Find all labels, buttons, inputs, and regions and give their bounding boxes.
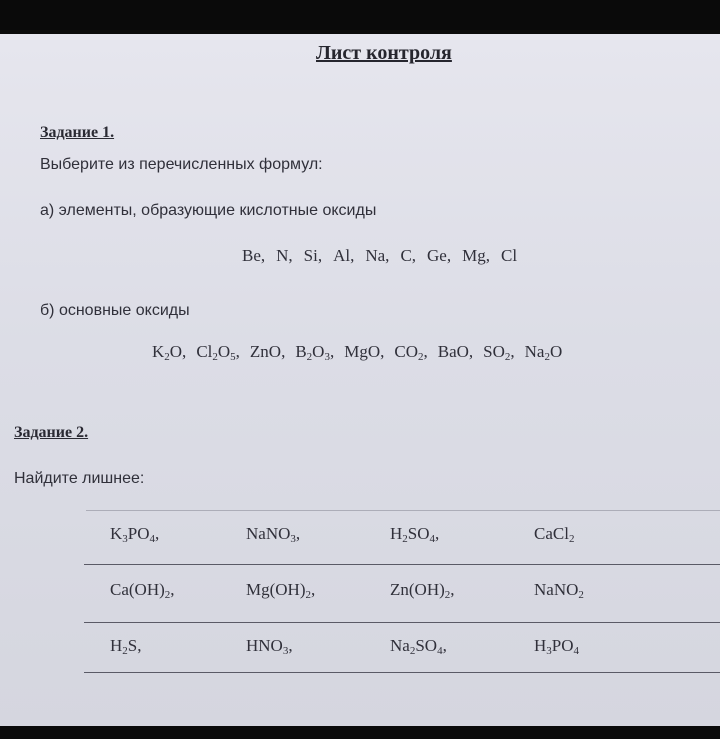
- formula: [390, 636, 447, 655]
- formula-part: NaNO: [534, 580, 579, 599]
- formula-subscript: 4: [429, 533, 436, 545]
- formula-subscript: 2: [122, 645, 128, 657]
- element-symbol: Si,: [303, 246, 323, 265]
- formula: [394, 342, 427, 361]
- control-sheet: [0, 34, 720, 726]
- table-cell: [110, 524, 159, 545]
- formula-subscript: 2: [417, 351, 424, 363]
- formula-subscript: 2: [164, 589, 171, 601]
- table-cell: [390, 580, 455, 601]
- formula-part: O: [549, 342, 563, 361]
- formula: [390, 524, 439, 543]
- formula-part: ,: [423, 342, 428, 361]
- formula-part: B: [295, 342, 307, 361]
- oxides-list: [152, 342, 572, 363]
- table-cell: [534, 524, 574, 545]
- table-cell: [246, 636, 293, 657]
- element-symbol: C,: [400, 246, 417, 265]
- element-symbol: Cl: [500, 246, 518, 265]
- formula: [534, 524, 574, 543]
- formula: [110, 636, 142, 655]
- table-row-divider: [84, 672, 720, 673]
- task2-instruction: Найдите лишнее:: [14, 470, 145, 487]
- formula-subscript: 2: [212, 351, 218, 363]
- formula-subscript: 2: [578, 589, 584, 601]
- formula-part: ,: [442, 636, 447, 655]
- formula-subscript: 2: [306, 351, 313, 363]
- formula-part: ,: [288, 636, 293, 655]
- formula-subscript: 4: [437, 645, 443, 657]
- formula-part: ,: [311, 580, 316, 599]
- element-symbol: Na,: [365, 246, 390, 265]
- formula-subscript: 3: [282, 645, 289, 657]
- formula-part: O: [217, 342, 231, 361]
- formula-part: H: [534, 636, 547, 655]
- formula: [344, 342, 384, 361]
- table-cell: [246, 524, 300, 545]
- formula-part: Mg(OH): [246, 580, 306, 599]
- formula-part: Ca(OH): [110, 580, 165, 599]
- formula-subscript: 2: [444, 589, 451, 601]
- formula-part: SO: [407, 524, 430, 543]
- task2-heading: Задание 2.: [14, 424, 89, 441]
- formula-part: Na: [524, 342, 545, 361]
- formula: [390, 580, 455, 599]
- elements-list: [242, 246, 528, 266]
- formula-part: ,: [329, 342, 335, 361]
- formula-part: K: [110, 524, 123, 543]
- formula-part: CaCl: [534, 524, 569, 543]
- formula: [534, 636, 579, 655]
- formula-subscript: 4: [573, 645, 580, 657]
- formula-subscript: 2: [544, 351, 550, 363]
- formula: [110, 580, 175, 599]
- element-symbol: N,: [276, 246, 293, 265]
- table-cell: [246, 580, 315, 601]
- formula: [295, 342, 334, 361]
- formula-part: ,: [295, 524, 301, 543]
- formula-part: ZnO,: [249, 342, 286, 361]
- table-cell: [534, 580, 584, 601]
- formula-part: ,: [170, 580, 175, 599]
- task1-part-b-label: б) основные оксиды: [40, 302, 190, 319]
- formula-part: ,: [450, 580, 455, 599]
- formula-part: CO: [394, 342, 418, 361]
- formula: [525, 342, 563, 361]
- formula-subscript: 3: [546, 645, 552, 657]
- formula-subscript: 4: [149, 533, 156, 545]
- formula-part: S,: [127, 636, 142, 655]
- formula-subscript: 5: [230, 351, 236, 363]
- table-row-divider: [84, 622, 720, 623]
- formula: [152, 342, 186, 361]
- formula: [196, 342, 240, 361]
- formula: [246, 580, 315, 599]
- element-symbol: Ge,: [427, 246, 452, 265]
- formula: [534, 580, 584, 599]
- task1-instruction: Выберите из перечисленных формул:: [40, 156, 323, 173]
- formula-subscript: 2: [164, 351, 170, 363]
- formula-part: BaO,: [437, 342, 474, 361]
- formula-subscript: 2: [568, 533, 575, 545]
- element-symbol: Mg,: [462, 246, 490, 265]
- formula-part: ,: [510, 342, 515, 361]
- formula-part: SO: [415, 636, 438, 655]
- formula-part: Cl: [196, 342, 213, 361]
- table-cell: [534, 636, 579, 657]
- formula-part: ,: [155, 524, 160, 543]
- formula-subscript: 2: [402, 533, 408, 545]
- formula: [246, 636, 293, 655]
- table-row-divider: [84, 564, 720, 565]
- formula-part: H: [390, 524, 403, 543]
- task1-heading: Задание 1.: [40, 124, 115, 141]
- formula-subscript: 2: [305, 589, 311, 601]
- table-cell: [110, 580, 175, 601]
- formula: [438, 342, 473, 361]
- formula-subscript: 2: [409, 645, 416, 657]
- formula-part: SO: [483, 342, 505, 361]
- formula-part: PO: [551, 636, 574, 655]
- formula-part: Na: [390, 636, 410, 655]
- formula-part: H: [110, 636, 123, 655]
- table-cell: [110, 636, 142, 657]
- formula-part: K: [152, 342, 165, 361]
- formula: [250, 342, 285, 361]
- table-top-line: [86, 510, 720, 511]
- task1-part-a-label: а) элементы, образующие кислотные оксиды: [40, 202, 377, 219]
- table-cell: [390, 636, 447, 657]
- formula-subscript: 3: [122, 533, 128, 545]
- formula-part: MgO,: [344, 342, 385, 361]
- formula: [483, 342, 514, 361]
- formula-part: HNO: [246, 636, 283, 655]
- page-title: Лист контроля: [316, 42, 452, 64]
- formula-part: PO: [127, 524, 150, 543]
- table-cell: [390, 524, 439, 545]
- formula-part: ,: [235, 342, 240, 361]
- formula-subscript: 3: [290, 533, 296, 545]
- formula-part: ,: [435, 524, 440, 543]
- formula-subscript: 2: [504, 351, 511, 363]
- element-symbol: Al,: [333, 246, 355, 265]
- formula-part: O: [312, 342, 325, 361]
- formula: [110, 524, 159, 543]
- formula-part: O,: [169, 342, 187, 361]
- formula-subscript: 3: [324, 351, 330, 363]
- formula-part: NaNO: [246, 524, 291, 543]
- formula: [246, 524, 300, 543]
- formula-part: Zn(OH): [390, 580, 445, 599]
- element-symbol: Be,: [242, 246, 266, 265]
